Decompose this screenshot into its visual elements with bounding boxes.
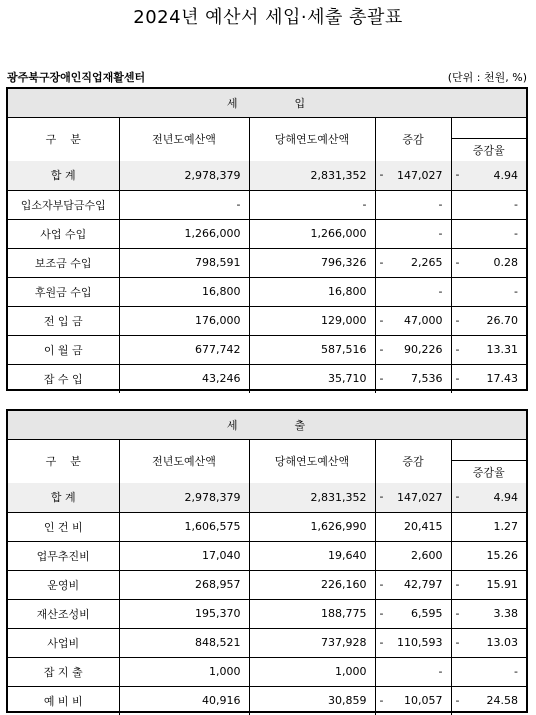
prev-budget-cell: 1,606,575: [119, 512, 249, 541]
curr-budget-cell: -: [249, 190, 375, 219]
row-label: 전 입 금: [8, 306, 119, 335]
prev-budget-cell: 268,957: [119, 570, 249, 599]
diff-value: -: [438, 665, 443, 678]
row-label: 예 비 비: [8, 686, 119, 715]
header-curr-budget: 당해연도예산액: [249, 117, 375, 161]
header-prev-budget: 전년도예산액: [119, 117, 249, 161]
rate-cell: [451, 248, 526, 277]
diff-value: 20,415: [404, 520, 443, 533]
diff-sign: -: [379, 371, 384, 385]
rate-value: 17.43: [486, 372, 518, 386]
header-category: 구 분: [8, 117, 119, 161]
rate-sign: -: [455, 168, 460, 182]
row-label: 인 건 비: [8, 512, 119, 541]
rate-sign: -: [455, 342, 460, 356]
row-label: 업무추진비: [8, 541, 119, 570]
rate-cell: [451, 570, 526, 599]
table-row: [8, 219, 526, 248]
table-row: [8, 599, 526, 628]
prev-budget-cell: 848,521: [119, 628, 249, 657]
page-title: 2024년 예산서 세입·세출 총괄표: [133, 7, 403, 28]
revenue-table: [6, 87, 528, 391]
rate-value: 4.94: [493, 490, 518, 504]
header-diff: 증감: [375, 439, 451, 483]
diff-sign: -: [379, 577, 384, 591]
rate-cell: [451, 657, 526, 686]
diff-value: 147,027: [397, 490, 443, 504]
header-rate-cell: [451, 117, 526, 161]
table-row: [8, 628, 526, 657]
diff-sign: -: [379, 693, 384, 707]
diff-sign: -: [379, 313, 384, 327]
rate-value: 15.91: [486, 578, 518, 591]
organization-name: 광주북구장애인직업재활센터: [7, 71, 146, 84]
curr-budget-cell: 2,831,352: [249, 483, 375, 512]
diff-value: 47,000: [404, 314, 443, 327]
diff-value: 10,057: [404, 694, 443, 708]
row-label: 잡 수 입: [8, 364, 119, 393]
table-row: [8, 657, 526, 686]
rate-cell: [451, 686, 526, 715]
diff-cell: [375, 686, 451, 715]
rate-sign: -: [455, 606, 460, 620]
diff-cell: [375, 512, 451, 541]
diff-sign: -: [379, 635, 384, 649]
rate-sign: -: [455, 635, 460, 649]
curr-budget-cell: 2,831,352: [249, 161, 375, 190]
curr-budget-cell: 19,640: [249, 541, 375, 570]
prev-budget-cell: 677,742: [119, 335, 249, 364]
rate-cell: [451, 483, 526, 512]
rate-value: 24.58: [486, 694, 518, 708]
row-label: 보조금 수입: [8, 248, 119, 277]
expenditure-table: [6, 409, 528, 713]
diff-value: 90,226: [404, 343, 443, 356]
diff-value: 2,600: [411, 549, 443, 562]
rate-value: -: [514, 285, 518, 298]
rate-cell: [451, 335, 526, 364]
rate-cell: [451, 541, 526, 570]
rate-value: 15.26: [486, 549, 518, 562]
rate-cell: [451, 277, 526, 306]
diff-value: 7,536: [411, 372, 443, 386]
table-row: [8, 570, 526, 599]
row-label: 사업비: [8, 628, 119, 657]
rate-cell: [451, 190, 526, 219]
rate-value: 0.28: [493, 256, 518, 269]
header-prev-budget: 전년도예산액: [119, 439, 249, 483]
rate-cell: [451, 364, 526, 393]
header-rate: 증감율: [472, 143, 505, 157]
rate-value: -: [514, 198, 518, 211]
expenditure-section-title: 세 출: [8, 411, 526, 439]
row-label: 입소자부담금수입: [8, 190, 119, 219]
row-label: 잡 지 출: [8, 657, 119, 686]
diff-cell: [375, 219, 451, 248]
prev-budget-cell: 17,040: [119, 541, 249, 570]
diff-value: -: [438, 227, 443, 240]
diff-cell: [375, 599, 451, 628]
unit-note: (단위 : 천원, %): [447, 71, 527, 84]
diff-value: 42,797: [404, 578, 443, 591]
rate-sign: -: [455, 577, 460, 591]
prev-budget-cell: 798,591: [119, 248, 249, 277]
diff-value: 147,027: [397, 168, 443, 182]
diff-value: -: [438, 198, 443, 211]
diff-cell: [375, 277, 451, 306]
diff-sign: -: [379, 255, 384, 269]
diff-cell: [375, 161, 451, 190]
header-rate-cell: [451, 439, 526, 483]
rate-value: -: [514, 227, 518, 240]
diff-sign: -: [379, 490, 384, 504]
diff-cell: [375, 483, 451, 512]
prev-budget-cell: 1,266,000: [119, 219, 249, 248]
prev-budget-cell: 2,978,379: [119, 161, 249, 190]
diff-cell: [375, 248, 451, 277]
rate-value: 3.38: [493, 607, 518, 620]
rate-value: 13.03: [486, 636, 518, 649]
diff-cell: [375, 657, 451, 686]
rate-sign: -: [455, 255, 460, 269]
curr-budget-cell: 1,626,990: [249, 512, 375, 541]
diff-cell: [375, 628, 451, 657]
prev-budget-cell: 43,246: [119, 364, 249, 393]
table-row: [8, 541, 526, 570]
table-row: [8, 512, 526, 541]
curr-budget-cell: 16,800: [249, 277, 375, 306]
row-label: 재산조성비: [8, 599, 119, 628]
curr-budget-cell: 1,266,000: [249, 219, 375, 248]
curr-budget-cell: 30,859: [249, 686, 375, 715]
curr-budget-cell: 796,326: [249, 248, 375, 277]
revenue-section-title: 세 입: [8, 89, 526, 117]
row-label: 사업 수입: [8, 219, 119, 248]
prev-budget-cell: 195,370: [119, 599, 249, 628]
row-label: 후원금 수입: [8, 277, 119, 306]
prev-budget-cell: 40,916: [119, 686, 249, 715]
diff-cell: [375, 570, 451, 599]
rate-sign: -: [455, 313, 460, 327]
diff-sign: -: [379, 168, 384, 182]
row-label: 운영비: [8, 570, 119, 599]
curr-budget-cell: 35,710: [249, 364, 375, 393]
table-row: [8, 248, 526, 277]
rate-cell: [451, 599, 526, 628]
rate-cell: [451, 219, 526, 248]
prev-budget-cell: 16,800: [119, 277, 249, 306]
rate-cell: [451, 306, 526, 335]
row-label: 이 월 금: [8, 335, 119, 364]
header-category: 구 분: [8, 439, 119, 483]
prev-budget-cell: 176,000: [119, 306, 249, 335]
diff-sign: -: [379, 342, 384, 356]
curr-budget-cell: 226,160: [249, 570, 375, 599]
prev-budget-cell: 1,000: [119, 657, 249, 686]
diff-cell: [375, 190, 451, 219]
diff-cell: [375, 364, 451, 393]
diff-cell: [375, 541, 451, 570]
curr-budget-cell: 587,516: [249, 335, 375, 364]
diff-sign: -: [379, 606, 384, 620]
row-label: 합 계: [8, 483, 119, 512]
rate-value: -: [514, 665, 518, 678]
table-row: [8, 190, 526, 219]
prev-budget-cell: -: [119, 190, 249, 219]
curr-budget-cell: 1,000: [249, 657, 375, 686]
rate-value: 1.27: [493, 520, 518, 533]
table-row: [8, 161, 526, 190]
rate-cell: [451, 628, 526, 657]
table-row: [8, 364, 526, 393]
diff-value: 2,265: [411, 256, 443, 269]
curr-budget-cell: 129,000: [249, 306, 375, 335]
table-row: [8, 335, 526, 364]
diff-cell: [375, 306, 451, 335]
prev-budget-cell: 2,978,379: [119, 483, 249, 512]
table-row: [8, 483, 526, 512]
rate-value: 4.94: [493, 168, 518, 182]
diff-cell: [375, 335, 451, 364]
rate-sign: -: [455, 693, 460, 707]
rate-cell: [451, 161, 526, 190]
diff-value: 6,595: [411, 607, 443, 620]
row-label: 합 계: [8, 161, 119, 190]
diff-value: -: [438, 285, 443, 298]
table-row: [8, 686, 526, 715]
rate-sign: -: [455, 371, 460, 385]
curr-budget-cell: 188,775: [249, 599, 375, 628]
rate-value: 13.31: [486, 343, 518, 356]
header-rate: 증감율: [472, 465, 505, 479]
curr-budget-cell: 737,928: [249, 628, 375, 657]
header-curr-budget: 당해연도예산액: [249, 439, 375, 483]
rate-sign: -: [455, 490, 460, 504]
table-row: [8, 277, 526, 306]
rate-cell: [451, 512, 526, 541]
rate-value: 26.70: [486, 314, 518, 327]
header-diff: 증감: [375, 117, 451, 161]
table-row: [8, 306, 526, 335]
diff-value: 110,593: [397, 636, 443, 649]
